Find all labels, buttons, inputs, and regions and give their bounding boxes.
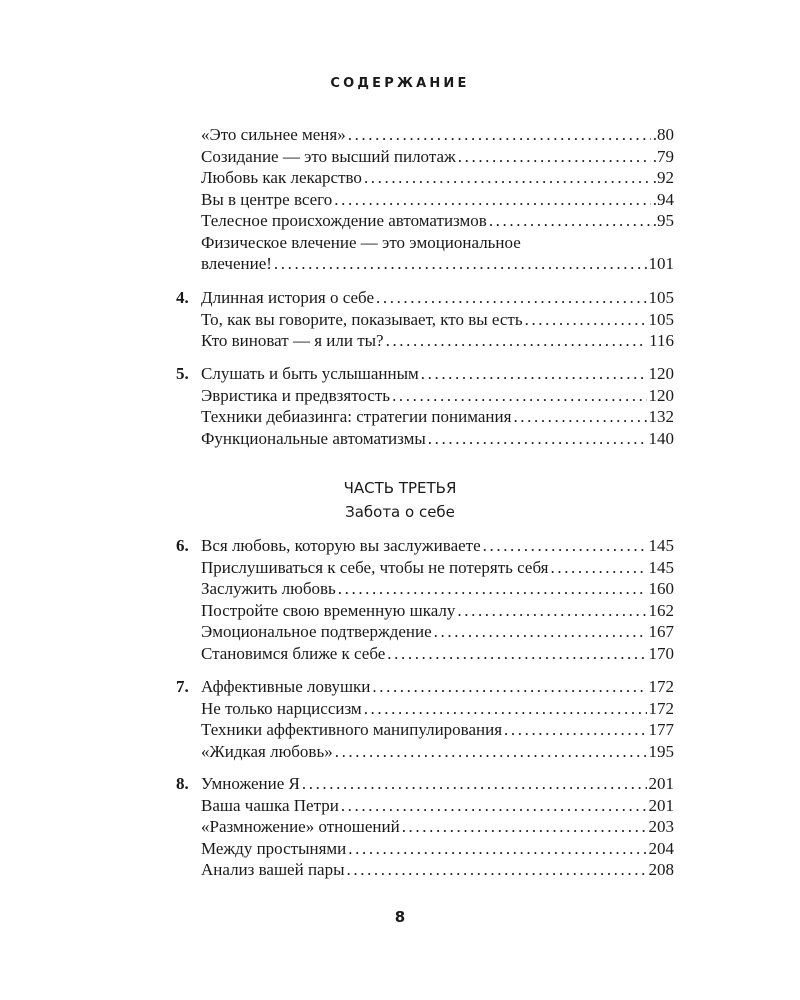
toc-entry [176, 189, 674, 211]
entry-title: Вы в центре всего [201, 189, 333, 209]
dot-leader [421, 363, 647, 385]
entry-title: Постройте свою временную шкалу [201, 600, 456, 620]
dot-leader [392, 385, 646, 407]
dot-leader [551, 557, 647, 579]
chapter-number: 7. [176, 677, 189, 696]
entry-title: Умножение Я [201, 774, 300, 793]
entry-page-number: 132 [648, 407, 674, 426]
toc-entry [176, 859, 674, 881]
dot-leader [348, 124, 651, 146]
toc-entry [176, 167, 674, 189]
toc-entry [176, 253, 674, 275]
entry-title: Заслужить любовь [201, 579, 336, 598]
toc-entry [176, 535, 674, 557]
toc-entry [176, 385, 674, 407]
chapter-number: 6. [176, 536, 189, 555]
toc-entry [176, 287, 674, 309]
toc-entry [176, 557, 674, 579]
entry-title: Кто виноват — я или ты? [201, 331, 384, 350]
entry-title: «Это сильнее меня» [201, 125, 346, 144]
chapter-number: 8. [176, 774, 189, 793]
toc-entry [176, 146, 674, 168]
entry-page-number: .94 [652, 189, 674, 209]
entry-title: Техники дебиазинга: стратегии понимания [201, 407, 512, 426]
toc-group [176, 124, 674, 275]
entry-page-number: 160 [648, 579, 674, 598]
entry-page-number: .92 [652, 168, 674, 187]
entry-page-number: 204 [648, 838, 674, 858]
entry-page-number: 172 [648, 677, 674, 696]
dot-leader [335, 741, 647, 763]
entry-page-number: 162 [648, 600, 674, 620]
dot-leader [428, 428, 647, 450]
toc-entry [176, 621, 674, 643]
entry-page-number: 145 [648, 557, 674, 577]
page-number: 8 [394, 908, 406, 926]
chapter-number: 4. [176, 288, 189, 307]
dot-leader [338, 578, 647, 600]
entry-title: Аффективные ловушки [201, 677, 371, 696]
toc-entry [176, 363, 674, 385]
entry-title: То, как вы говорите, показывает, кто вы есть [201, 309, 523, 329]
entry-title: Техники аффективного манипулирования [201, 720, 503, 739]
entry-page-number: 170 [648, 643, 674, 663]
part-subtitle: Забота о себе [345, 503, 455, 521]
toc-entry [176, 600, 674, 622]
dot-leader [525, 309, 647, 331]
entry-page-number: .80 [652, 125, 674, 144]
dot-leader [348, 838, 646, 860]
entry-page-number: 105 [648, 288, 674, 307]
entry-page-number: 101 [648, 254, 674, 273]
dot-leader [402, 816, 647, 838]
toc-entry [176, 676, 674, 698]
dot-leader [364, 698, 647, 720]
dot-leader [341, 795, 647, 817]
entry-title: Эмоциональное подтверждение [201, 622, 432, 641]
entry-page-number: 105 [648, 309, 674, 329]
toc-entry [176, 578, 674, 600]
dot-leader [489, 210, 651, 232]
entry-title: Становимся ближе к себе [201, 643, 386, 663]
entry-title: Не только нарциссизм [201, 698, 362, 718]
entry-page-number: 167 [648, 622, 674, 641]
entry-page-number: 201 [648, 774, 674, 793]
toc-entry [176, 838, 674, 860]
entry-title: влечение! [201, 254, 272, 273]
entry-page-number: 172 [648, 698, 674, 718]
toc-group [176, 676, 674, 762]
toc-entry [176, 232, 674, 254]
toc-entry [176, 210, 674, 232]
chapter-number: 5. [176, 364, 189, 383]
entry-title: Созидание — это высший пилотаж [201, 146, 456, 166]
toc-entry [176, 330, 674, 352]
entry-title: Слушать и быть услышанным [201, 364, 419, 383]
toc-entry [176, 698, 674, 720]
entry-page-number: .95 [652, 211, 674, 230]
entry-title: Функциональные автоматизмы [201, 428, 426, 448]
toc-entry [176, 643, 674, 665]
entry-page-number: 145 [648, 536, 674, 555]
entry-page-number: 120 [648, 364, 674, 383]
toc-entry [176, 309, 674, 331]
entry-title: Телесное происхождение автоматизмов [201, 211, 487, 230]
dot-leader [302, 773, 647, 795]
entry-title: «Жидкая любовь» [201, 741, 333, 761]
entry-page-number: 120 [648, 385, 674, 405]
dot-leader [274, 253, 647, 275]
toc-group [176, 287, 674, 352]
dot-leader [387, 643, 646, 665]
dot-leader [513, 406, 646, 428]
entry-title: Длинная история о себе [201, 288, 375, 307]
dot-leader [364, 167, 651, 189]
page-header: СОДЕРЖАНИЕ [330, 76, 470, 91]
dot-leader [504, 719, 646, 741]
entry-page-number: 208 [648, 860, 674, 879]
toc-group [176, 773, 674, 881]
part-label: ЧАСТЬ ТРЕТЬЯ [343, 479, 457, 497]
dot-leader [434, 621, 647, 643]
dot-leader [386, 330, 648, 352]
toc-entry [176, 406, 674, 428]
entry-page-number: 177 [648, 720, 674, 739]
entry-page-number: 140 [648, 428, 674, 448]
entry-title: Эвристика и предвзятость [201, 385, 391, 405]
toc-entry [176, 741, 674, 763]
entry-page-number: 116 [649, 331, 674, 350]
dot-leader [334, 189, 651, 211]
toc-entry [176, 124, 674, 146]
toc-entry [176, 795, 674, 817]
dot-leader [347, 859, 647, 881]
entry-title: Ваша чашка Петри [201, 795, 339, 815]
entry-title: Любовь как лекарство [201, 168, 362, 187]
entry-title: «Размножение» отношений [201, 817, 400, 836]
dot-leader [458, 146, 651, 168]
entry-title: Прислушиваться к себе, чтобы не потерять себя [201, 557, 549, 577]
entry-page-number: .79 [652, 146, 674, 166]
entry-page-number: 195 [648, 741, 674, 761]
toc-entry [176, 773, 674, 795]
dot-leader [457, 600, 646, 622]
toc-group [176, 535, 674, 664]
entry-title: Между простынями [201, 838, 347, 858]
toc-entry [176, 719, 674, 741]
dot-leader [372, 676, 646, 698]
entry-title: Физическое влечение — это эмоциональное [201, 232, 521, 252]
toc-entry [176, 816, 674, 838]
entry-page-number: 203 [648, 817, 674, 836]
entry-title: Вся любовь, которую вы заслуживаете [201, 536, 481, 555]
dot-leader [483, 535, 647, 557]
entry-page-number: 201 [648, 795, 674, 815]
entry-title: Анализ вашей пары [201, 860, 345, 879]
dot-leader [376, 287, 646, 309]
toc-entry [176, 428, 674, 450]
toc-group [176, 363, 674, 449]
